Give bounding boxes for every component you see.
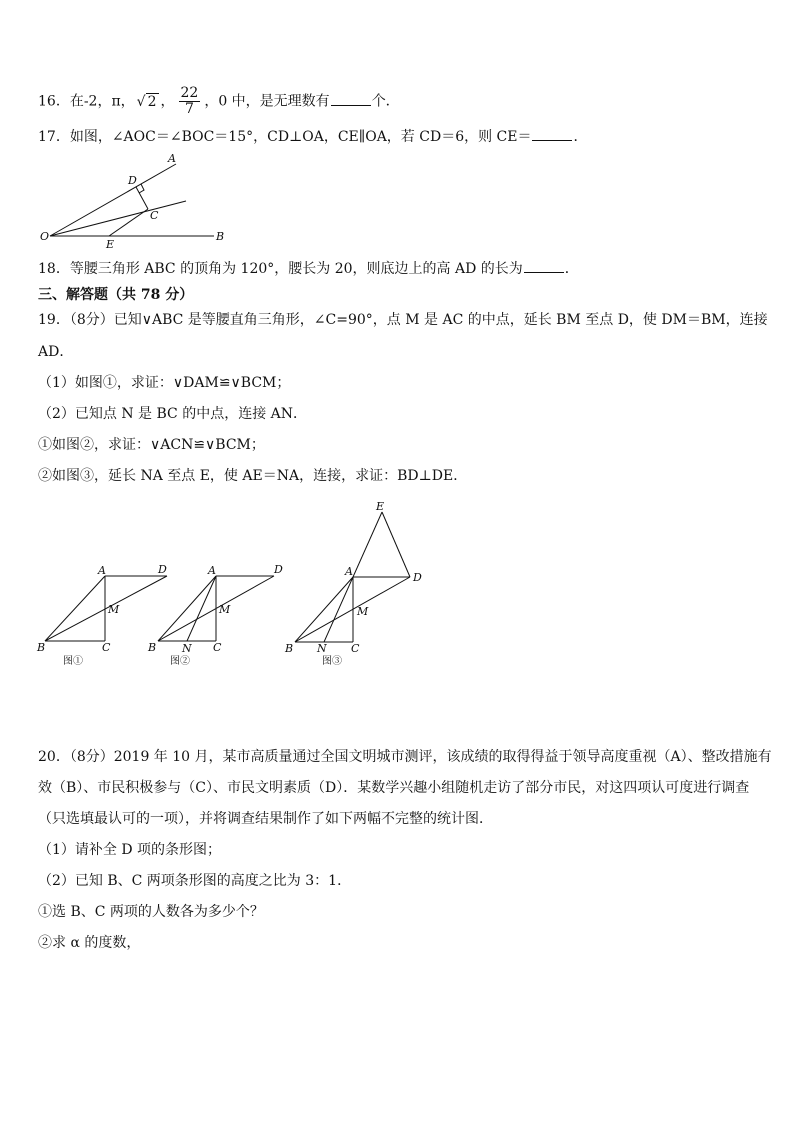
svg-text:C: C [213,641,222,654]
question-19-line1: 19．（8分）已知∨ABC 是等腰直角三角形，∠C=90°，点 M 是 AC 的中点，延长 BM 至点 D，使 DM＝BM，连接 [38,312,768,328]
question-19-part1: （1）如图①，求证：∨DAM≌∨BCM； [38,375,291,391]
sqrt-expression: √ 2 [136,93,157,110]
label-d: D [128,174,137,187]
segment-cd [136,187,148,209]
svg-text:M: M [357,605,369,618]
svg-text:A: A [345,565,353,578]
question-20-part2: （2）已知 B、C 两项条形图的高度之比为 3：1． [38,873,352,889]
svg-text:D: D [274,563,283,576]
svg-text:B: B [37,641,46,654]
question-20-line2: 效（B）、市民积极参与（C）、市民文明素质（D）．某数学兴趣小组随机走访了部分市民，对这四项认可度进行调查 [38,780,750,796]
q16-suffix: ，0 中，是无理数有 [204,93,330,110]
figure-19-2 [147,563,283,667]
fraction-22-7: $\frac{22}{7}$ [180,85,199,117]
svg-text:C: C [102,641,111,654]
svg-text:D: D [158,563,167,576]
label-o: O [40,230,50,243]
question-18: 18．等腰三角形 ABC 的顶角为 120°，腰长为 20，则底边上的高 AD 的长为 ． [38,258,579,279]
caption-fig-3: 图③ [322,656,342,667]
svg-text:M: M [219,603,231,616]
section-heading: 三、解答题（共 78 分） [38,287,194,303]
question-20-sub1: ①选 B、C 两项的人数各为多少个？ [38,904,264,920]
question-19-line2: AD． [38,344,74,360]
answer-blank-16[interactable] [331,91,371,106]
question-20-part1: （1）请补全 D 项的条形图； [38,842,222,858]
ray-oa [50,164,176,236]
figure-17 [36,150,236,250]
question-19-part2: （2）已知点 N 是 BC 的中点，连接 AN． [38,406,308,422]
question-20-sub2: ②求 α 的度数， [38,935,141,951]
svg-text:B: B [148,641,157,654]
label-b: B [216,230,225,243]
question-19-sub1: ①如图②，求证：∨ACN≌∨BCM； [38,437,265,453]
question-16: 16．在-2，π， √ 2 ， $\frac{22}{7}$ ，0 中，是无理数有 个． [38,85,400,117]
figure-19 [30,495,450,675]
q17-text: 17．如图，∠AOC＝∠BOC＝15°，CD⊥OA，CE∥OA，若 CD＝6，则 CE＝ [38,129,532,145]
question-20-line3: （只选填最认可的一项），并将调查结果制作了如下两幅不完整的统计图． [38,811,493,827]
label-a: A [168,152,176,165]
question-20-line1: 20．（8分）2019 年 10 月，某市高质量通过全国文明城市测评，该成绩的取得得益于领导高度重视（A）、整改措施有 [38,749,772,765]
svg-text:A: A [208,564,216,577]
svg-text:A: A [98,564,106,577]
right-angle-mark [139,184,144,193]
svg-text:N: N [317,642,327,655]
question-19-sub2: ②如图③，延长 NA 至点 E，使 AE＝NA，连接，求证：BD⊥DE． [38,468,468,484]
q18-text: 18．等腰三角形 ABC 的顶角为 120°，腰长为 20，则底边上的高 AD 的长为 [38,261,523,277]
caption-fig-1: 图① [63,656,83,667]
ray-oc [50,201,186,236]
label-e: E [106,238,115,250]
answer-blank-17[interactable] [532,126,572,141]
svg-text:M: M [108,603,120,616]
label-c: C [150,209,159,222]
figure-19-3 [284,500,422,667]
svg-text:B: B [285,642,294,655]
answer-blank-18[interactable] [524,258,564,273]
question-17: 17．如图，∠AOC＝∠BOC＝15°，CD⊥OA，CE∥OA，若 CD＝6，则 CE＝ ． [38,126,587,147]
q16-prefix: 16．在-2，π， [38,93,135,110]
svg-text:E: E [376,500,385,513]
segment-ce [109,209,148,236]
svg-text:N: N [182,642,192,655]
svg-text:D: D [413,571,422,584]
svg-text:C: C [351,642,360,655]
caption-fig-2: 图② [170,656,190,667]
